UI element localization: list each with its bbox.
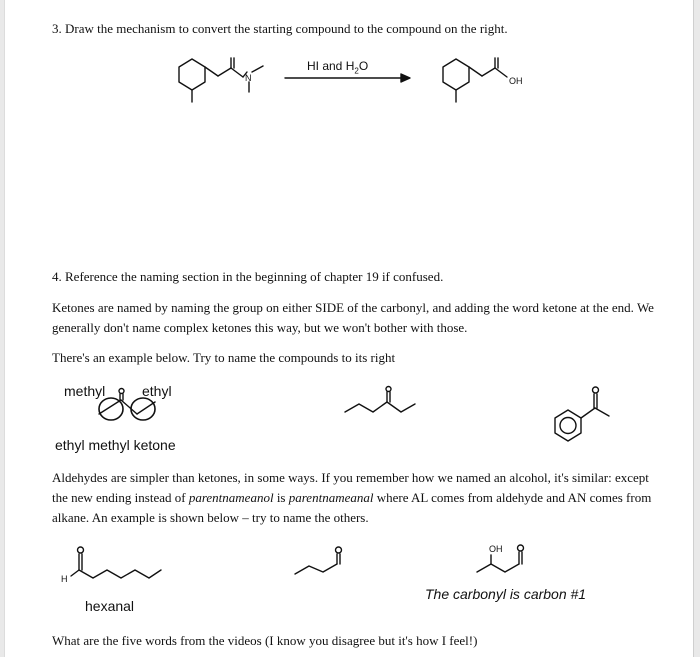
starting-compound-structure [173,48,283,110]
carbonyl-note: The carbonyl is carbon #1 [425,586,587,602]
hexanal-h-label: H [61,574,68,584]
example-ketone-name: ethyl methyl ketone [55,437,176,453]
hexanal-structure [61,542,171,588]
reagent-text-post: O [358,59,369,73]
aldehyde-to-name-2 [471,538,561,584]
reagent-subscript: 2 [354,66,359,76]
question-4-text: 4. Reference the naming section in the beginning of chapter 19 if confused. [52,269,444,284]
label-ethyl: ethyl [142,383,172,399]
question-3-text: 3. Draw the mechanism to convert the starting compound to the compound on the right. [52,21,508,36]
aldehyde-italic-parentnameanal: parentnameanal [288,490,374,505]
product-compound-structure [437,48,547,110]
reagent-text-pre: HI and H [307,59,355,73]
aldehyde-para-part2: where AL comes from aldehyde and AN comes from alkane. An example is shown below – try to name the others. [52,490,652,525]
aldehyde-para-mid: is [273,490,289,505]
ketone-to-name-1 [341,382,431,418]
aldehyde-to-name-1 [291,542,371,582]
label-methyl: methyl [64,383,106,399]
videos-question: What are the five words from the videos (I know you disagree but it's how I feel!) [52,633,478,648]
start-nitrogen-label: N [245,73,252,83]
ketone-paragraph: Ketones are named by naming the group on either SIDE of the carbonyl, and adding the word ketone at the end. We generally don't name complex ketones this way, but we won't bother with those. [52,300,654,335]
ketone-to-name-2 [545,380,635,450]
product-oh-label: OH [509,76,523,86]
aldehyde-italic-parentnameanol: parentnameanol [188,490,274,505]
example-instruction: There's an example below. Try to name the compounds to its right [52,350,396,365]
aldehyde-paragraph [52,468,652,528]
reaction-arrow [283,72,413,84]
worksheet-page [4,0,694,657]
example-ketone-structure [93,384,173,426]
hexanal-name: hexanal [85,598,135,614]
oh-label: OH [489,544,503,554]
aldehyde-para-part1: Aldehydes are simpler than ketones, in some ways. If you remember how we named an alcohol, it's similar: except the new ending instead of [52,470,649,505]
